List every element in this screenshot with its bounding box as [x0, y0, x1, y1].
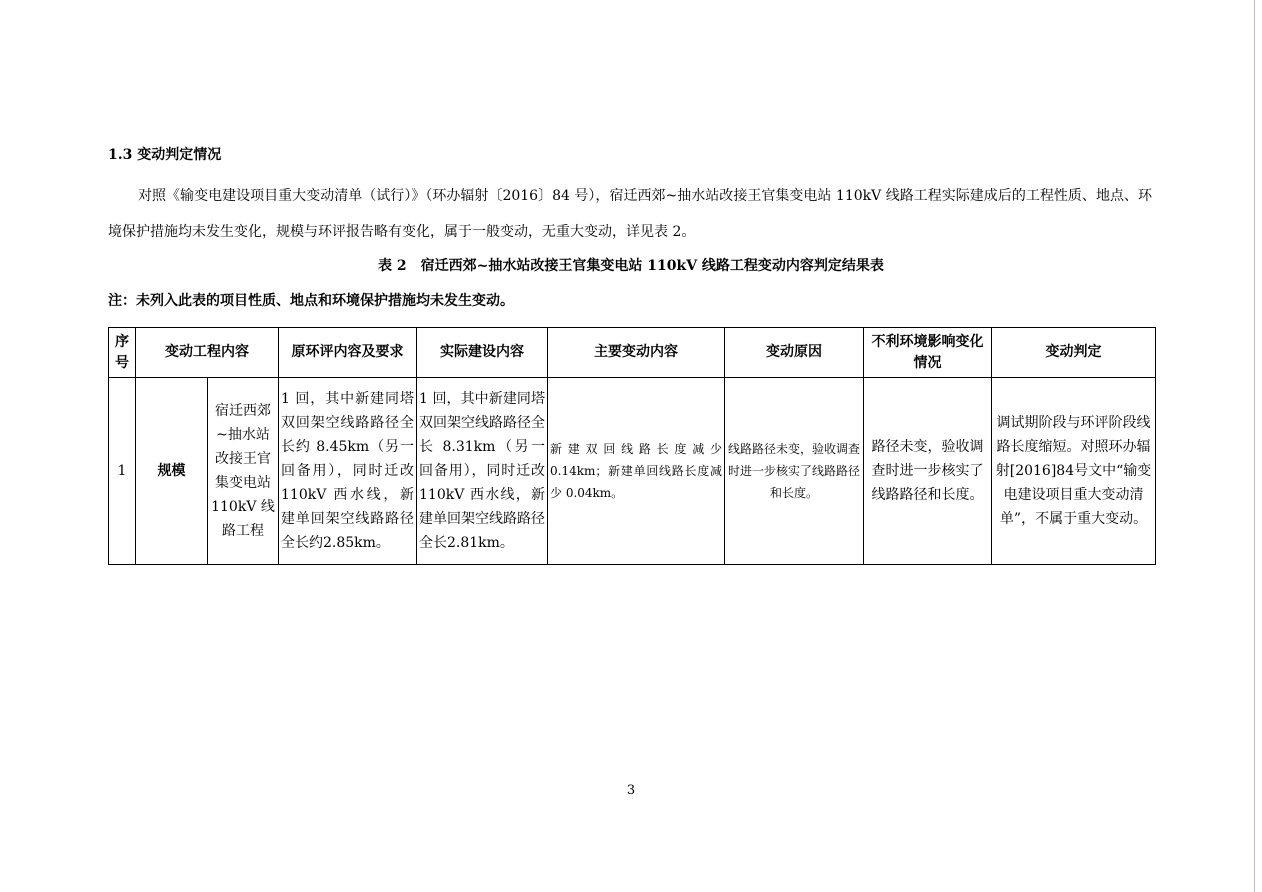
cell-project: 宿迁西郊~抽水站改接王官集变电站110kV 线路工程: [208, 378, 279, 565]
cell-main-change: 新建双回线路长度减少0.14km；新建单回线路长度减少 0.04km。: [548, 378, 725, 565]
header-actual: 实际建设内容: [417, 328, 548, 378]
section-paragraph: 对照《输变电建设项目重大变动清单（试行）》（环办辐射〔2016〕84 号），宿迁西郊~抽水站改接王官集变电站 110kV 线路工程实际建成后的工程性质、地点、环境保护措施均未发生变化，规模与环评报告略有变化，属于一般变动，无重大变动，详见表 2。: [108, 188, 1152, 240]
cell-category: 规模: [136, 378, 208, 565]
cell-seq: 1: [109, 378, 136, 565]
cell-impact: 路径未变，验收调查时进一步核实了线路路径和长度。: [864, 378, 992, 565]
cell-judgement: 调试期阶段与环评阶段线路长度缩短。对照环办辐射[2016]84号文中“输变电建设项目重大变动清单”，不属于重大变动。: [992, 378, 1156, 565]
header-reason: 变动原因: [725, 328, 864, 378]
table-title: 表 2 宿迁西郊~抽水站改接王官集变电站 110kV 线路工程变动内容判定结果表: [378, 258, 884, 274]
cell-original: 1 回，其中新建同塔双回架空线路路径全长约 8.45km（另一回备用），同时迁改 110kV 西水线，新建单回架空线路路径全长约2.85km。: [279, 378, 417, 565]
header-seq: 序号: [109, 328, 136, 378]
header-original: 原环评内容及要求: [279, 328, 417, 378]
page-number: 3: [626, 783, 636, 798]
table-header-row: [109, 328, 1156, 378]
table-note: 注：未列入此表的项目性质、地点和环境保护措施均未发生变动。: [108, 293, 514, 309]
page-edge: [1254, 0, 1255, 892]
table-row: [109, 378, 1156, 565]
cell-actual: 1 回，其中新建同塔双回架空线路路径全长 8.31km（另一回备用），同时迁改 110kV 西水线，新建单回架空线路路径全长2.81km。: [417, 378, 548, 565]
cell-reason: 线路路径未变，验收调查时进一步核实了线路路径和长度。: [725, 378, 864, 565]
change-judgement-table: [108, 327, 1156, 565]
header-judgement: 变动判定: [992, 328, 1156, 378]
section-heading: 1.3 变动判定情况: [108, 147, 222, 163]
header-main-change: 主要变动内容: [548, 328, 725, 378]
header-impact: 不利环境影响变化情况: [864, 328, 992, 378]
header-item: 变动工程内容: [136, 328, 279, 378]
